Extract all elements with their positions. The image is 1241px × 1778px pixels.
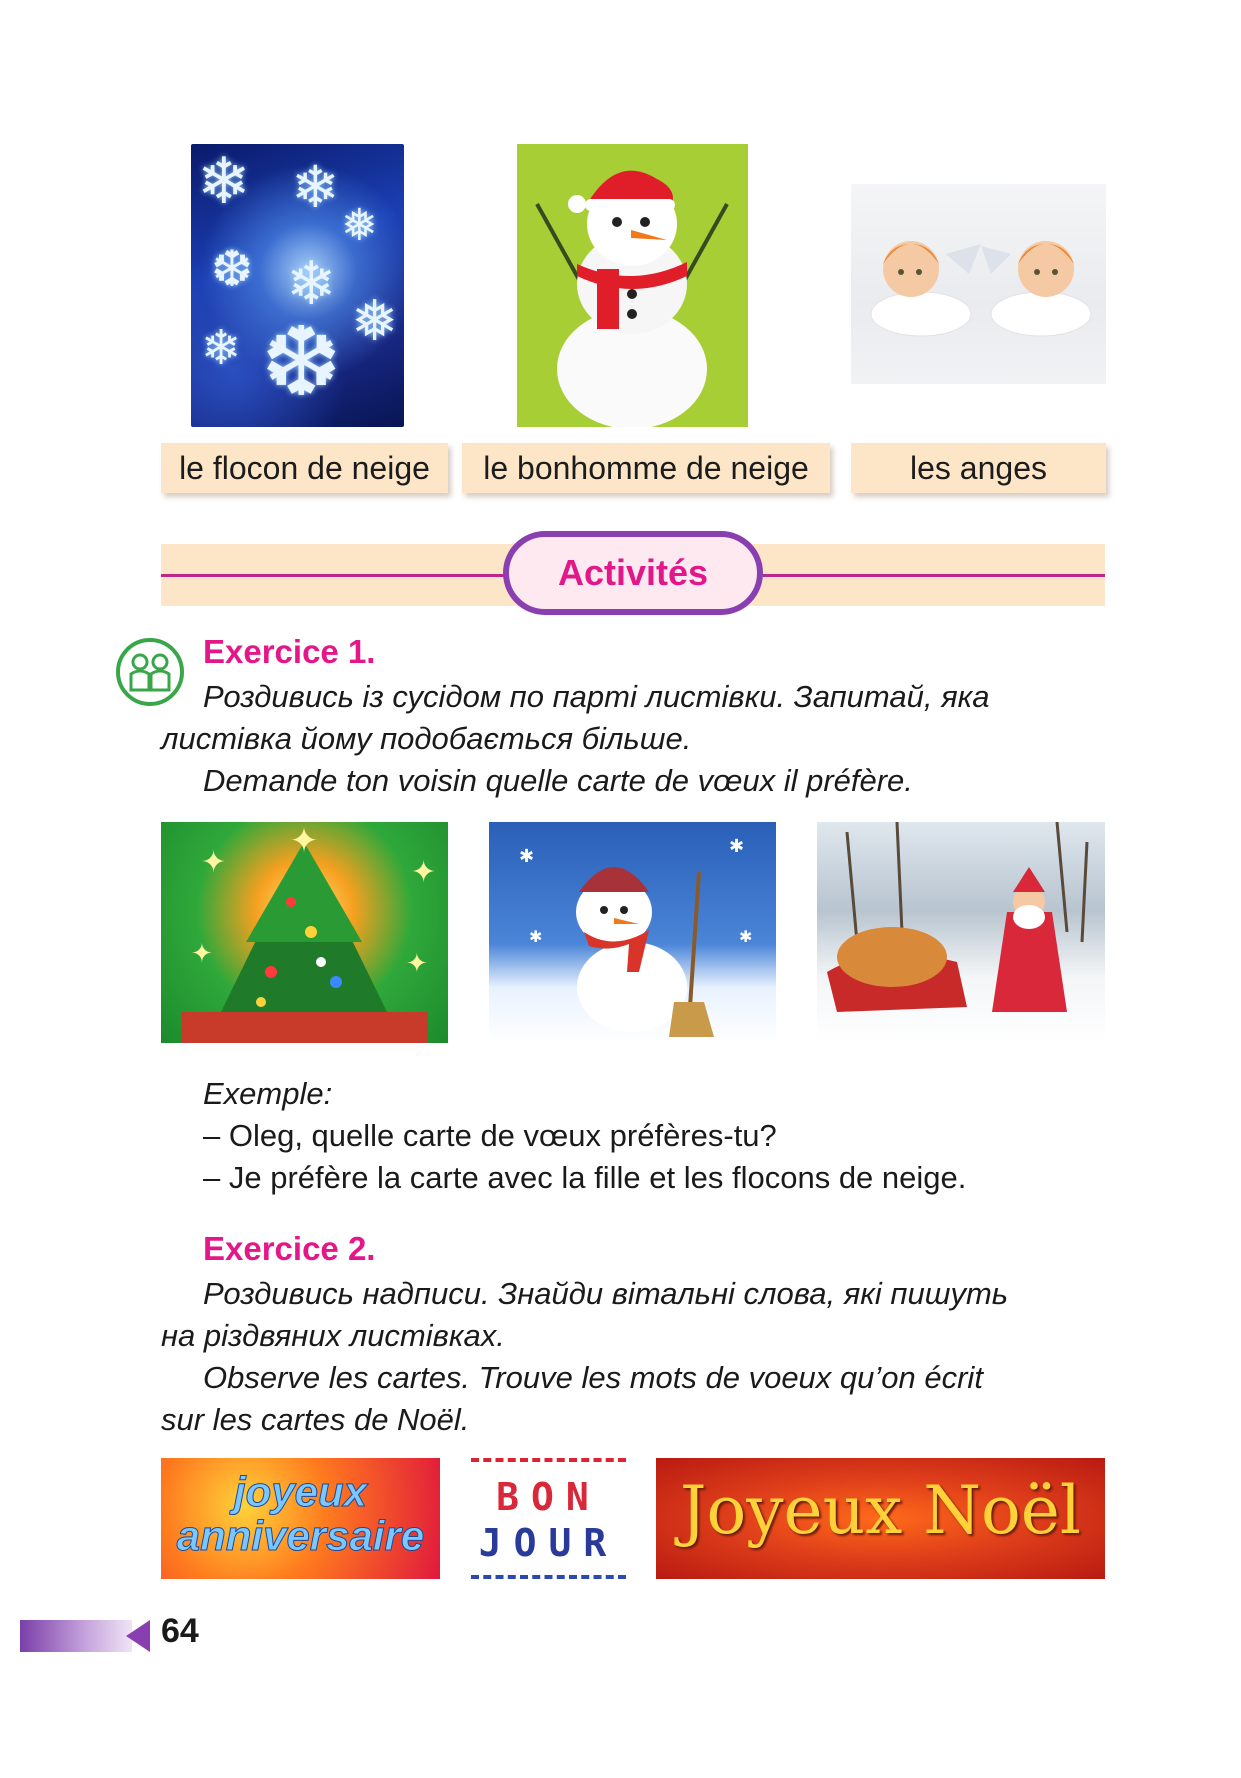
svg-text:✱: ✱ [519, 846, 535, 867]
exercise-1-instruction-fr: Demande ton voisin quelle carte de vœux il préfère. [203, 763, 913, 798]
bonjour-text-line1: BON [496, 1475, 601, 1519]
svg-text:✱: ✱ [739, 927, 753, 946]
joyeux-noel-card [656, 1458, 1105, 1579]
snowman-picture [517, 144, 748, 427]
exercise-2-instruction-fr-line2: sur les cartes de Noël. [161, 1402, 470, 1437]
santa-sleigh-card [817, 822, 1105, 1043]
angels-picture [851, 184, 1106, 384]
label-snowman: le bonhomme de neige [462, 443, 830, 493]
exercise-1-instruction-uk-line1: Роздивись із сусідом по парті листівки. Запитай, яка [203, 679, 990, 714]
svg-text:✱: ✱ [529, 927, 543, 946]
pair-work-icon [116, 638, 184, 706]
svg-text:✱: ✱ [729, 836, 745, 857]
noel-text: Joyeux Noël [680, 1472, 1081, 1549]
anniv-text-line2: anniversaire [176, 1512, 425, 1559]
snowman-card [489, 822, 776, 1043]
svg-text:✦: ✦ [191, 939, 213, 969]
example-line-2: – Je préfère la carte avec la fille et les flocons de neige. [203, 1160, 967, 1195]
joyeux-anniversaire-card [161, 1458, 440, 1579]
label-snowflake: le flocon de neige [161, 443, 448, 493]
exercise-1-title: Exercice 1. [203, 633, 376, 670]
svg-text:✦: ✦ [411, 855, 437, 890]
anniv-text-line1: joyeux [233, 1468, 368, 1515]
exercise-1-instruction-uk-line2: листівка йому подобається більше. [161, 721, 692, 756]
activities-banner-title: Activités [503, 531, 763, 615]
exercise-2-instruction-uk-line1: Роздивись надписи. Знайди вітальні слова, які пишуть [203, 1276, 1009, 1311]
christmas-tree-card [161, 822, 448, 1043]
example-line-1: – Oleg, quelle carte de vœux préfères-tu? [203, 1118, 777, 1153]
bonjour-card [471, 1458, 626, 1579]
svg-text:✦: ✦ [289, 822, 319, 861]
page-number: 64 [161, 1612, 199, 1650]
example-label: Exemple: [203, 1076, 333, 1111]
svg-text:✦: ✦ [406, 949, 428, 979]
snowflake-picture: ❄ ❄ ❅ ❆ ❄ ❅ ❄ ❆ [191, 144, 404, 427]
exercise-2-title: Exercice 2. [203, 1230, 376, 1267]
footer-gradient-bar [20, 1620, 132, 1652]
label-angels: les anges [851, 443, 1106, 493]
svg-text:✦: ✦ [201, 845, 227, 880]
footer-arrow-icon [126, 1620, 150, 1652]
exercise-2-instruction-fr-line1: Observe les cartes. Trouve les mots de voeux qu’on écrit [203, 1360, 983, 1395]
exercise-2-instruction-uk-line2: на різдвяних листівках. [161, 1318, 505, 1353]
bonjour-text-line2: JOUR [478, 1521, 619, 1565]
